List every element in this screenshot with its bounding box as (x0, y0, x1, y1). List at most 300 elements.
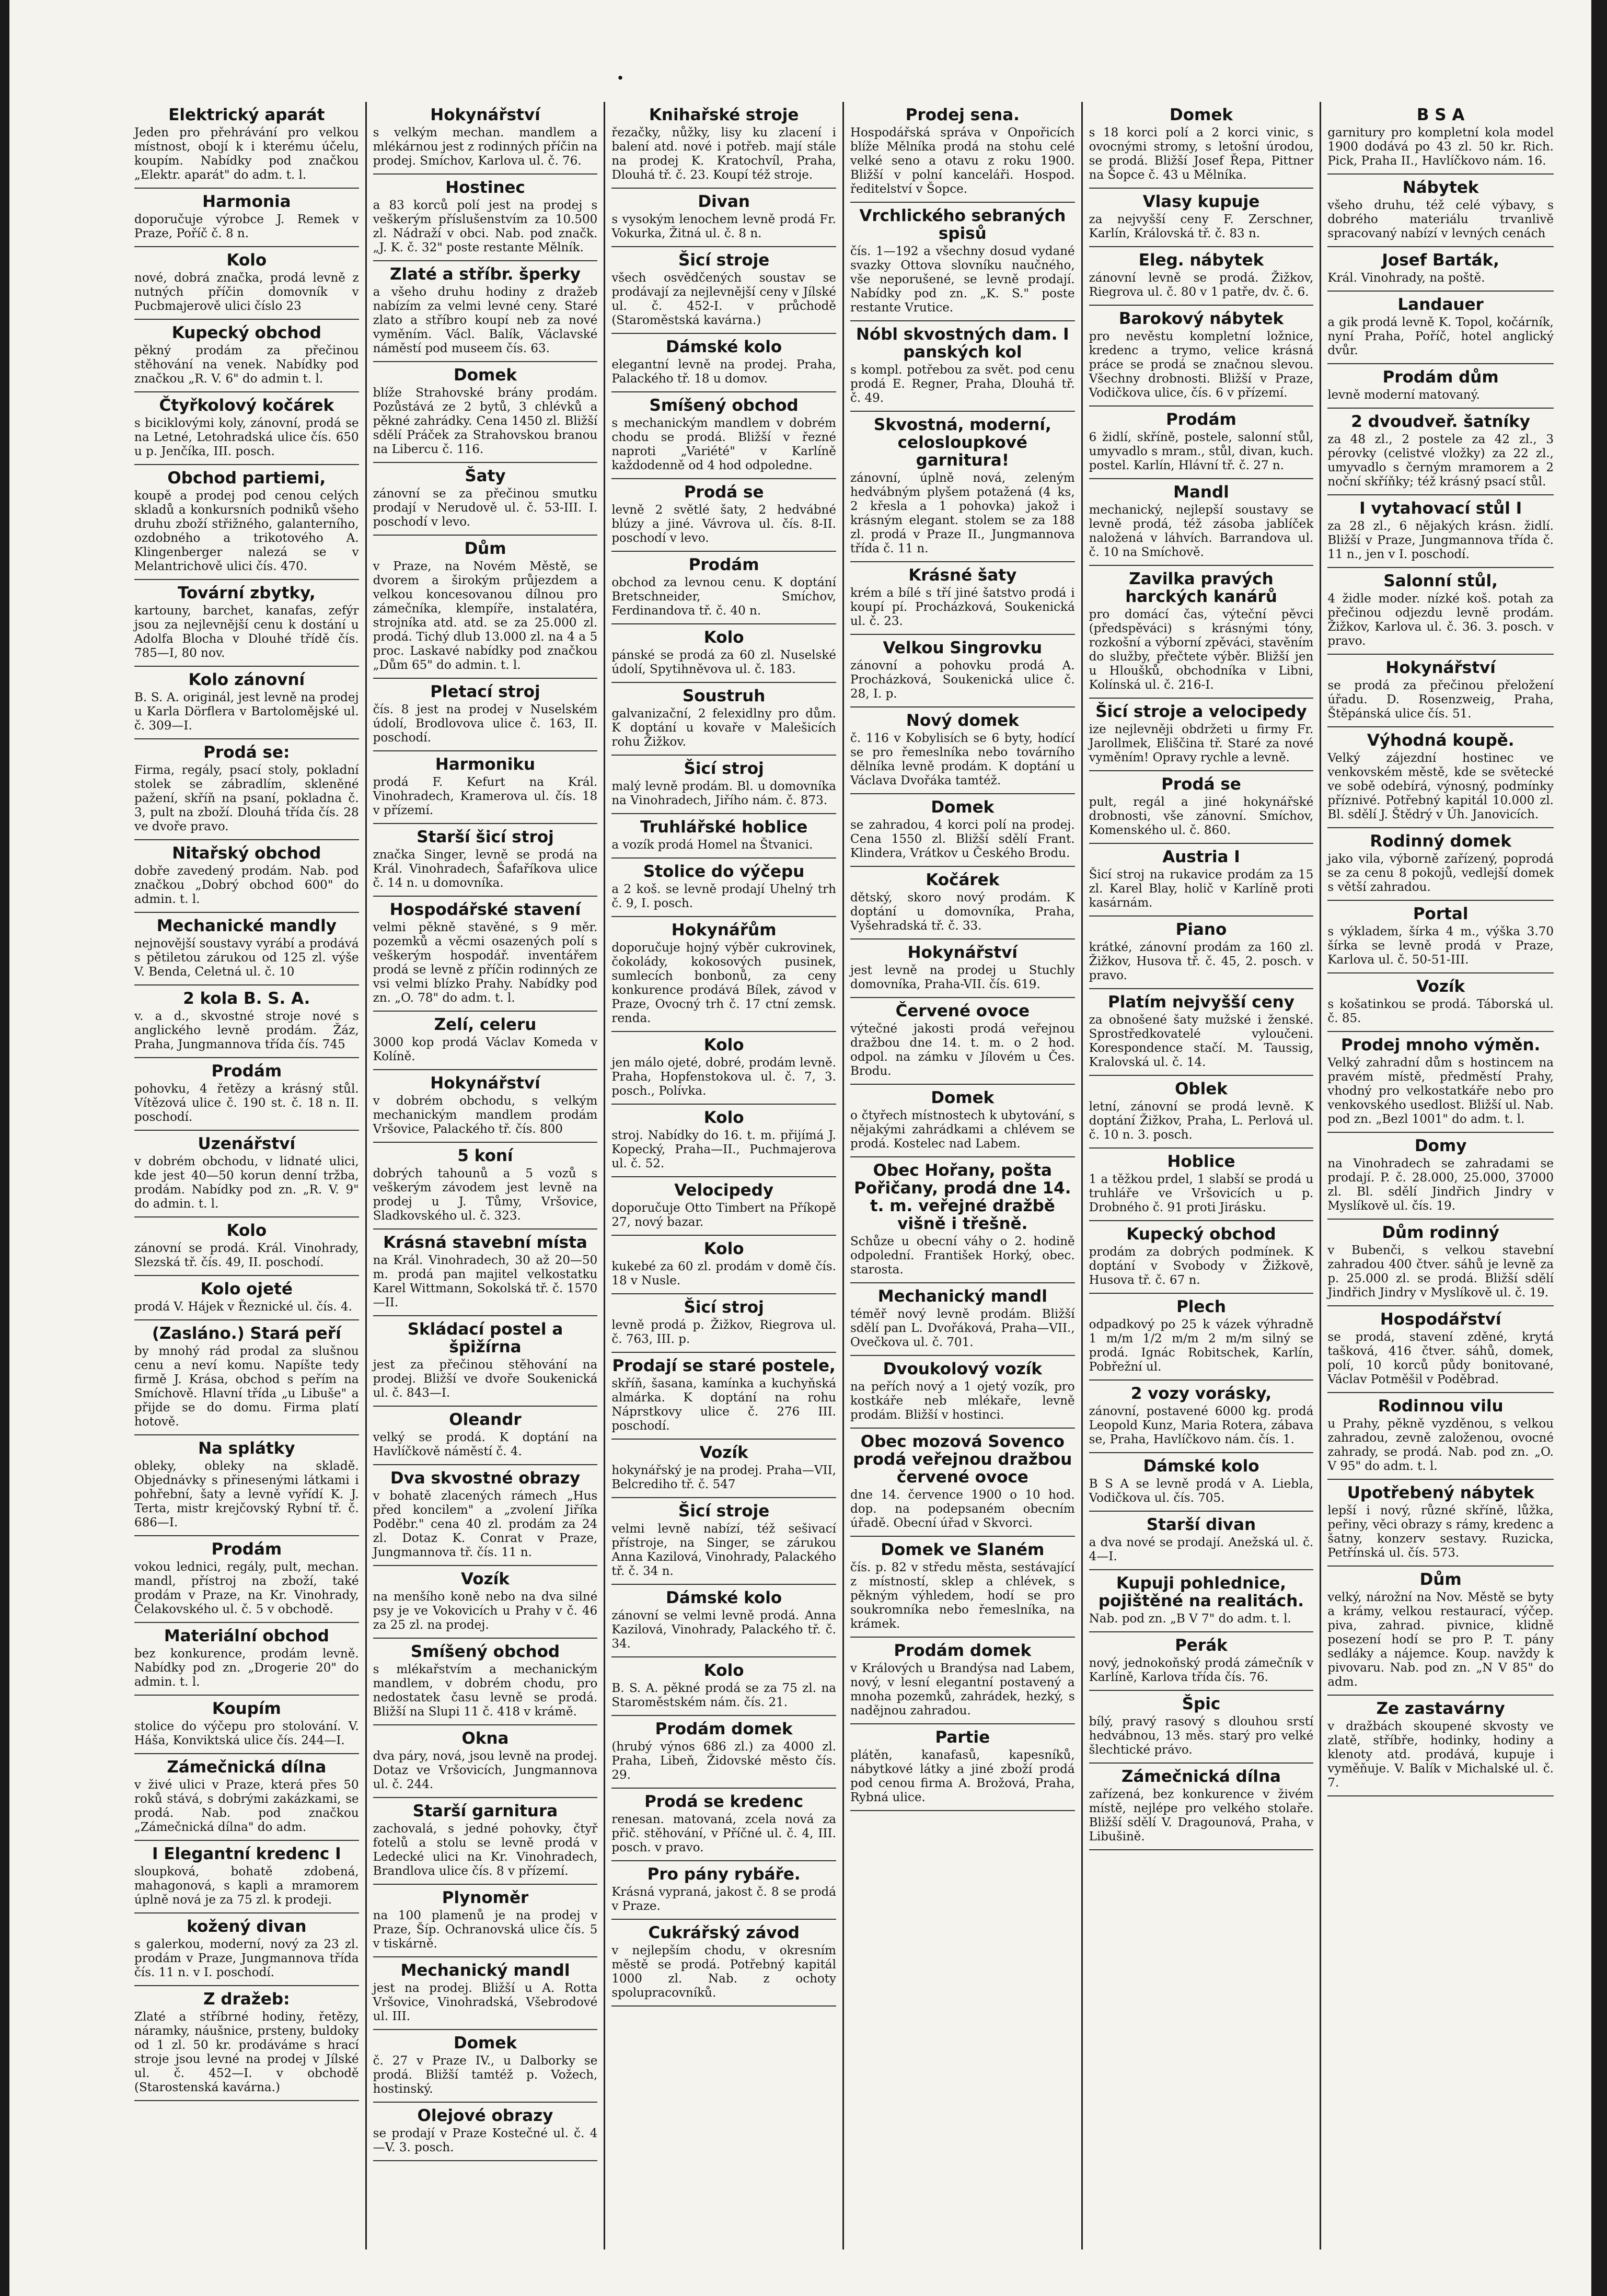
ad-body: s 18 korci polí a 2 korci vinic, s ovocnými stromy, s letošní úrodou, se prodá. Bližší Josef Řepa, Pittner na Šopce č. 43 u Mělníka. (1089, 126, 1314, 182)
classified-ad (134, 1058, 359, 1131)
ad-body: nejnovější soustavy vyrábí a prodává s pětiletou zárukou od 125 zl. výše V. Benda, Celetná ul. č. 10 (134, 937, 359, 979)
ad-heading: Kolo (703, 1036, 744, 1054)
ad-body: 4 židle moder. nízké koš. potah za přečinou odjezdu levně prodám. Žižkov, Karlova ul. č. 36. 3. posch. v pravo. (1327, 592, 1554, 648)
classified-ad (373, 679, 598, 751)
ad-heading: Pro pány rybáře. (647, 1865, 801, 1884)
classified-ad (850, 867, 1075, 940)
ad-body: levně moderní matovaný. (1327, 388, 1480, 402)
ad-heading: Platím nejvyšší ceny (1108, 993, 1294, 1012)
ad-heading: Špic (1182, 1695, 1221, 1713)
classified-ad (373, 1566, 598, 1639)
classified-ad (611, 917, 836, 1032)
ad-heading: Obec Hořany, pošta Pořičany, prodá dne 14. t. m. veřejné dražbě višně i třešně. (854, 1161, 1071, 1233)
ad-body: s kompl. potřebou za svět. pod cenu prodá E. Regner, Praha, Dlouhá tř. č. 49. (850, 363, 1075, 405)
ad-body: s mechanickým mandlem v dobrém chodu se prodá. Bližší v řezné naproti „Variété" v Karlíně každodenně od 4 hod odpoledne. (611, 416, 836, 472)
ad-heading: Domek (931, 1088, 995, 1107)
ad-body: dobrých tahounů a 5 vozů s veškerým závodem jest levně na prodej u J. Tůmy, Vršovice, Sladkovského ul. č. 323. (373, 1167, 598, 1223)
ad-body: v dražbách skoupené skvosty ve zlatě, stříbře, hodinky, hodiny a klenoty atd. prodává, kupuje i vyměňuje. V. Balík v Michalské ul. č. 7. (1327, 1720, 1554, 1790)
classified-ad (373, 1798, 598, 1885)
ad-body: nové, dobrá značka, prodá levně z nutných příčin domovník v Pucbmajerově ulici číslo 23 (134, 271, 359, 313)
classified-ad (134, 1754, 359, 1841)
ad-body: na Král. Vinohradech, 30 až 20—50 m. prodá pan majitel velkostatku Karel Wittmann, Sokolská tř. č. 1570—II. (373, 1254, 598, 1309)
ad-body: zánovní levně se prodá. Žižkov, Riegrova ul. č. 80 v 1 patře, dv. č. 6. (1089, 271, 1314, 299)
ad-body: s výkladem, šírka 4 m., výška 3.70 šírka se levně prodá v Praze, Karlova ul. č. 50-51-III. (1327, 925, 1554, 967)
ad-heading: Mechanické mandly (156, 917, 337, 935)
classified-ad (1089, 771, 1314, 844)
ad-body: se prodá, stavení zděné, krytá tašková, 416 čtver. sáhů, domek, polí, 10 korců půdy bonitované, Václav Potměšil v Poděbrad. (1327, 1330, 1554, 1386)
ad-heading: Soustruh (682, 687, 766, 705)
ad-body: vokou lednici, regály, pult, mechan. mandl, přístroj na zboží, také prodám v Praze, na Kr. Vinohrady, Čelakovského ul. č. 5 v obchodě. (134, 1560, 359, 1616)
classified-ad (1089, 917, 1314, 989)
ad-body: pěkný prodám za přečinou stěhování na venek. Nabídky pod značkou „R. V. 6" do admin t. l. (134, 344, 359, 386)
classified-columns (128, 102, 1560, 2249)
ad-body: letní, zánovní se prodá levně. K doptání Žižkov, Praha, L. Perlová ul. č. 10 n. 3. posch. (1089, 1100, 1314, 1142)
ad-body: u Prahy, pěkně vyzděnou, s velkou zahradou, zevně založenou, ovocné zahrady, se prodá. Nab. pod zn. „O. V 95" do adm. t. l. (1327, 1417, 1554, 1473)
classified-ad (1089, 479, 1314, 566)
ad-heading: Materiální obchod (164, 1627, 329, 1645)
ad-body: čís. 1—192 a všechny dosud vydané svazky Ottova slovníku naučného, vše neporušené, se levně prodají. Nabídky pod zn. „K. S." poste restante Vrutice. (850, 245, 1075, 315)
ad-heading: Elektrický aparát (168, 106, 325, 124)
classified-ad (1327, 1480, 1554, 1567)
ad-body: v. a d., skvostné stroje nové s anglického levně prodám. Žáz, Praha, Jungmannova třída čís. 745 (134, 1010, 359, 1051)
ad-body: zánovní, úplně nová, zeleným hedvábným plyšem potažená (4 ks, 2 křesla a 1 pohovka) jakož i krásným elegant. stolem se za 188 zl. prodá v Praze II., Jungmannova třída č. 11 n. (850, 471, 1075, 555)
ad-body: v živé ulici v Praze, která přes 50 roků stává, s dobrými zakázkami, se prodá. Nab. pod značkou „Zámečnická dílna" do adm. (134, 1778, 359, 1834)
ad-body: se prodá za přečinou přeložení úřadu. D. Rosenzweig, Praha, Štěpánská ulice čís. 51. (1327, 679, 1554, 721)
classified-ad (1327, 364, 1554, 409)
ad-heading: Starší šicí stroj (417, 828, 554, 846)
classified-column-5 (1083, 102, 1322, 2249)
ad-heading: Kolo (703, 1661, 744, 1680)
ad-body: jest na prodej. Bližší u A. Rotta Vršovice, Vinohradská, Všebrodové ul. III. (373, 1981, 598, 2023)
ad-body: ize nejlevněji obdržeti u firmy Fr. Jarollmek, Eliščina tř. Staré za nové vyměním! Opravy rychle a levně. (1089, 723, 1314, 764)
ad-body: pro nevěstu kompletní ložnice, kredenc a trymo, velice krásná práce se prodá se značnou slevou. Všechny drobnosti. Bližší v Praze, Vodičkova ulice, čís. 6 v přízemí. (1089, 330, 1314, 400)
ad-body: B. S. A. originál, jest levně na prodej u Karla Dörflera v Bartolomějské ul. č. 309—I. (134, 691, 359, 733)
ad-body: Zlaté a stříbrné hodiny, řetězy, náramky, náušnice, prsteny, buldoky od 1 zl. 50 kr. prodáváme s hrací stroje jsou levné na prodej v Jílské ul. č. 452—I. v obchodě (Starostenská kavárna.) (134, 2010, 359, 2094)
classified-ad (850, 1537, 1075, 1638)
ad-body: č. 27 v Praze IV., u Dalborky se prodá. Bližší tamtéž p. Vožech, hostinský. (373, 2054, 598, 2096)
classified-ad (611, 756, 836, 814)
classified-ad (134, 1536, 359, 1623)
ad-heading: Velocipedy (674, 1181, 774, 1200)
classified-ad (134, 102, 359, 189)
ad-body: zachovalá, s jedné pohovky, čtyř fotelů a stolu se levně prodá v Ledecké ulici na Kr. Vinohradech, Brandlova ulice čís. 8 v přízemí. (373, 1822, 598, 1878)
ad-body: plátěn, kanafasů, kapesníků, nábytkové látky a jiné zboží prodá pod cenou firma A. Brožová, Praha, Rybná ulice. (850, 1748, 1075, 1804)
scan-edge-right (1591, 0, 1607, 2296)
ad-body: s mlékařstvím a mechanickým mandlem, v dobrém chodu, pro nedostatek času levně se prodá. Bližší na Slupi 11 č. 418 v krámě. (373, 1663, 598, 1719)
classified-ad (1327, 1393, 1554, 1480)
classified-ad (373, 1230, 598, 1316)
classified-ad (1327, 409, 1554, 495)
ad-heading: Prodám domek (894, 1641, 1032, 1660)
ad-heading: Zavilka pravých harckých kanárů (1125, 570, 1277, 606)
classified-ad (373, 463, 598, 536)
ad-body: koupě a prodej pod cenou celých skladů a konkursních podniků všeho druhu zboží střižného, galanterního, ozdobného a trikotového A. Klingenberger nalezá se v Melantrichově ulici čís. 470. (134, 489, 359, 573)
classified-ad (1089, 1294, 1314, 1381)
ad-body: prodá F. Kefurt na Král. Vinohradech, Kramerova ul. čís. 18 v přízemí. (373, 775, 598, 817)
ad-heading: Obchod partiemi, (167, 469, 326, 488)
classified-ad (373, 1957, 598, 2030)
ad-body: doporučuje výrobce J. Remek v Praze, Poříč č. 8 n. (134, 213, 359, 240)
ad-body: renesan. matovaná, zcela nová za přič. stěhování, v Příčné ul. č. 4, III. posch. v pravo. (611, 1813, 836, 1854)
ad-body: zařízená, bez konkurence v živém místě, nejlépe pro velkého stolaře. Bližší sdělí V. Dragounová, Praha, v Libušině. (1089, 1788, 1314, 1843)
ad-heading: Hokynářství (430, 1074, 540, 1093)
classified-ad (1089, 1076, 1314, 1149)
classified-ad (611, 683, 836, 756)
ad-heading: Hospodářské stavení (389, 900, 581, 919)
classified-ad (850, 1724, 1075, 1811)
ad-body: prodá V. Hájek v Řeznické ul. čís. 4. (134, 1300, 352, 1314)
classified-ad (611, 1789, 836, 1861)
ad-heading: Dům rodinný (1382, 1223, 1499, 1242)
classified-ad (611, 1105, 836, 1177)
ad-heading: Eleg. nábytek (1138, 251, 1264, 270)
ad-body: nový, jednokoňský prodá zámečník v Karlíně, Karlova třída čís. 76. (1089, 1656, 1314, 1684)
classified-ad (1327, 1567, 1554, 1696)
ad-heading: Hokynářům (671, 921, 777, 940)
classified-ad (1327, 495, 1554, 568)
ad-body: pohovku, 4 řetězy a krásný stůl. Vítězová ulice č. 190 st. č. 18 n. II. poschodí. (134, 1082, 359, 1124)
ad-heading: Šaty (465, 467, 506, 485)
ad-heading: Hospodářství (1380, 1310, 1501, 1329)
ad-heading: Mandl (1173, 483, 1229, 502)
ad-body: lepší i nový, různé skříně, lůžka, peřiny, věci obrazy s rámy, kredenc a šatny, konzerv sestavy. Ruzicka, Petřínská ul. čís. 573. (1327, 1504, 1554, 1560)
classified-ad (134, 1320, 359, 1435)
ad-heading: Kupecký obchod (171, 323, 321, 342)
ad-heading: Krásné šaty (908, 566, 1017, 585)
classified-ad (850, 1085, 1075, 1157)
classified-ad (850, 562, 1075, 635)
ad-body: o čtyřech místnostech k ubytování, s nějakými zahrádkami a chlévem se prodá. Kostelec nad Labem. (850, 1109, 1075, 1151)
ad-heading: Kolo (226, 1221, 267, 1240)
ad-heading: 2 vozy vorásky, (1130, 1384, 1272, 1403)
ad-body: levně prodá p. Žižkov, Riegrova ul. č. 763, III. p. (611, 1318, 836, 1346)
ad-heading: Domek (931, 798, 995, 817)
ad-heading: Tovární zbytky, (177, 584, 316, 602)
ad-heading: Knihařské stroje (649, 106, 799, 124)
classified-ad (1327, 1696, 1554, 1796)
classified-column-6 (1321, 102, 1560, 2249)
ad-heading: Hokynářství (430, 106, 540, 124)
ad-body: v dobrém obchodu, v lidnaté ulici, kde jest 40—50 korun denní tržba, prodám. Nabídky pod zn. „R. V. 9" do admin. t. l. (134, 1155, 359, 1211)
ad-body: a 2 koš. se levně prodají Uhelný trh č. 9, I. posch. (611, 883, 836, 910)
ad-heading: Kupecký obchod (1126, 1225, 1276, 1244)
ad-heading: Oblek (1175, 1080, 1228, 1098)
ad-body: za nejvyšší ceny F. Zerschner, Karlín, Královská tř. č. 83 n. (1089, 213, 1314, 240)
ad-body: hokynářský je na prodej. Praha—VII, Belcrediho tř. č. 547 (611, 1464, 836, 1491)
ad-heading: Smíšený obchod (410, 1642, 560, 1661)
ad-heading: Olejové obrazy (417, 2106, 553, 2125)
ad-heading: Domek (1170, 106, 1233, 124)
ad-body: Hospodářská správa v Onpořicích blíže Mělníka prodá na stohu celé velké seno a otavu z roku 1900. Bližší v polní kanceláři. Hospod. ředitelství v Šopce. (850, 126, 1075, 196)
ad-body: Krásná vypraná, jakost č. 8 se prodá v Praze. (611, 1885, 836, 1913)
ad-body: jen málo ojeté, dobré, prodám levně. Praha, Hopfenstokova ul. č. 7, 3. posch., Polívka. (611, 1056, 836, 1098)
ad-heading: Smíšený obchod (649, 396, 799, 415)
ad-heading: Z dražeb: (203, 1990, 290, 2009)
classified-ad (134, 667, 359, 739)
classified-column-1 (128, 102, 367, 2249)
ad-heading: Nábytek (1402, 178, 1479, 197)
classified-ad (1089, 1381, 1314, 1453)
ad-heading: Skvostná, moderní, celosloupkové garnitura! (873, 415, 1051, 470)
classified-ad (134, 320, 359, 392)
classified-ad (611, 334, 836, 392)
ad-body: se zahradou, 4 korci polí na prodej. Cena 1550 zl. Bližší sdělí Frant. Klindera, Vrátkov u Českého Brodu. (850, 818, 1075, 860)
classified-ad (611, 814, 836, 859)
ad-heading: Kolo (703, 1239, 744, 1258)
ad-heading: Zámečnická dílna (1122, 1767, 1281, 1786)
ad-heading: Hostinec (445, 178, 525, 197)
ad-heading: Piano (1175, 920, 1227, 939)
ad-heading: Šicí stroje (678, 1502, 770, 1521)
ad-body: sloupková, bohatě zdobená, mahagonová, s kapli a mramorem úplně nová je za 75 zl. k prodeji. (134, 1865, 359, 1907)
ad-heading: Portal (1413, 905, 1469, 923)
ad-body: dva páry, nová, jsou levně na prodej. Dotaz ve Vršovicích, Jungmannova ul. č. 244. (373, 1749, 598, 1791)
classified-ad (373, 1725, 598, 1798)
ad-heading: Austria I (1162, 848, 1240, 866)
ad-body: kukebé za 60 zl. prodám v domě čís. 18 v Nusle. (611, 1260, 836, 1288)
classified-ad (850, 203, 1075, 321)
ad-body: elegantní levně na prodej. Praha, Palackého tř. 18 u domov. (611, 358, 836, 386)
ad-heading: Prodá se: (203, 743, 290, 762)
classified-ad (134, 1276, 359, 1320)
classified-ad (1327, 828, 1554, 901)
ad-body: za obnošené šaty mužské i ženské. Sprostředkovatelé vyloučeni. Korespondence stačí. M. Taussig, Kralovská ul. č. 14. (1089, 1013, 1314, 1069)
page-folio-mark: . (617, 60, 624, 85)
classified-ad (134, 465, 359, 580)
ad-heading: Dům (1419, 1570, 1462, 1589)
classified-ad (134, 1623, 359, 1696)
ad-heading: Vozík (1416, 977, 1465, 996)
ad-heading: Hokynářství (907, 943, 1018, 962)
ad-heading: Rodinný domek (1370, 832, 1511, 851)
ad-heading: Hokynářství (1385, 658, 1496, 677)
classified-ad (1089, 1691, 1314, 1764)
classified-ad (850, 794, 1075, 867)
scan-edge-left (0, 0, 9, 2296)
ad-heading: Prodají se staré postele, (612, 1356, 836, 1375)
ad-body: za 48 zl., 2 postele za 42 zl., 3 pérovky (celistvé vložky) za 22 zl., umyvadlo s černým mramorem a 2 noční skříňky; též krásný psací stůl. (1327, 433, 1554, 489)
classified-ad (1089, 1512, 1314, 1570)
ad-heading: 2 dvoudveř. šatníky (1351, 412, 1530, 431)
ad-body: doporučuje hojný výběr cukrovinek, čokolády, kokosových pusinek, sumlecích bonbonů, za ceny konkurence prodává Bílek, závod v Praze, Ovocný trh č. 17 ctní zemsk. renda. (611, 941, 836, 1025)
ad-body: se prodají v Praze Kostečné ul. č. 4—V. 3. posch. (373, 2127, 598, 2154)
classified-ad (1089, 1453, 1314, 1512)
ad-heading: Prodám domek (655, 1720, 793, 1738)
ad-body: výtečné jakosti prodá veřejnou dražbou dne 14. t. m. o 2 hod. odpol. na zámku v Jílovém u Čes. Brodu. (850, 1022, 1075, 1078)
ad-heading: Partie (935, 1728, 990, 1747)
classified-ad (1327, 1220, 1554, 1306)
ad-heading: Stolice do výčepu (643, 862, 805, 881)
ad-heading: Plynoměr (442, 1888, 529, 1907)
ad-body: s biciklovými koly, zánovní, prodá se na Letné, Letohradská ulice čís. 650 u p. Jenčíka, III. posch. (134, 416, 359, 458)
ad-body: s galerkou, moderní, nový za 23 zl. prodám v Praze, Jungmannova třída čís. 11 n. v I. poschodí. (134, 1938, 359, 1979)
classified-ad (611, 392, 836, 479)
ad-heading: Mechanický mandl (400, 1961, 570, 1980)
ad-heading: Prodá se kredenc (644, 1792, 804, 1811)
ad-heading: Vrchlického sebraných spisů (859, 206, 1066, 243)
ad-body: obchod za levnou cenu. K doptání Bretschneider, Smíchov, Ferdinandova tř. č. 40 n. (611, 576, 836, 618)
ad-heading: Nový domek (906, 711, 1019, 730)
ad-heading: Dvoukolový vozík (883, 1360, 1042, 1378)
ad-heading: Kolo (703, 1108, 744, 1127)
classified-column-3 (605, 102, 844, 2249)
ad-body: zánovní se prodá. Král. Vinohrady, Slezská tř. čís. 49, II. poschodí. (134, 1242, 359, 1269)
ad-heading: Dámské kolo (1143, 1457, 1259, 1476)
ad-body: Jeden pro přehrávání pro velkou místnost, obojí k i kterému účelu, koupím. Nabídky pod značkou „Elektr. aparát" do adm. t. l. (134, 126, 359, 182)
ad-body: velký, nárožní na Nov. Městě se byty a krámy, velkou restaurací, výčep. piva, zahrad. pivnice, klidně posezení hodí se pro P. T. pány sedláky a nájemce. Koup. navždy k pivovaru. Nab. pod zn. „N V 85" do adm. (1327, 1591, 1554, 1689)
ad-body: zánovní se velmi levně prodá. Anna Kazilová, Vinohrady, Palackého tř. č. 34. (611, 1609, 836, 1651)
ad-body: malý levně prodám. Bl. u domovníka na Vinohradech, Jiřího nám. č. 873. (611, 780, 836, 807)
classified-ad (1089, 1221, 1314, 1294)
ad-heading: B S A (1416, 106, 1465, 124)
ad-body: čís. p. 82 v středu města, sestávající z místností, sklep a chlévek, s pěkným výhledem, hodí se pro soukromníka nebo řemeslníka, na krámek. (850, 1561, 1075, 1631)
ad-body: řezačky, nůžky, lisy ku zlacení i balení atd. nové i potřeb. mají stále na prodej K. Kratochvíl, Praha, Dlouhá tř. č. 23. Koupí též stroje. (611, 126, 836, 182)
classified-ad (134, 840, 359, 913)
classified-ad (134, 580, 359, 667)
ad-body: B S A se levně prodá v A. Liebla, Vodičkova ul. čís. 705. (1089, 1477, 1314, 1505)
classified-ad (1327, 1133, 1554, 1220)
classified-ad (373, 261, 598, 362)
ad-heading: Skládací postel a špižírna (407, 1320, 563, 1356)
classified-ad (611, 189, 836, 247)
ad-body: levně 2 světlé šaty, 2 hedvábné blúzy a jiné. Vávrova ul. čís. 8-II. poschodí v levo. (611, 503, 836, 545)
ad-heading: Truhlářské hoblice (640, 818, 808, 837)
ad-heading: Landauer (1397, 295, 1484, 314)
ad-heading: Kupuji pohlednice, pojištěné na realitách. (1098, 1574, 1304, 1610)
ad-body: a 83 korců polí jest na prodej s veškerým příslušenstvím za 10.500 zl. Nádraží v obci. Nab. pod značk. „J. K. č. 32" poste restante Mělník. (373, 199, 598, 254)
ad-body: velmi pěkně stavěné, s 9 měr. pozemků a věcmi osazených polí s veškerým hospodář. inventářem prodá se levně z příčin rodinných ze vsi velmi blízko Prahy. Nabídky pod zn. „O. 78" do adm. t. l. (373, 921, 598, 1005)
classified-ad (611, 859, 836, 917)
classified-ad (850, 1429, 1075, 1537)
ad-body: pánské se prodá za 60 zl. Nuselské údolí, Spytihněvova ul. č. 183. (611, 648, 836, 676)
ad-heading: Pletací stroj (430, 682, 540, 701)
ad-heading: Divan (698, 192, 750, 211)
ad-heading: Prodej mnoho výměn. (1340, 1036, 1541, 1054)
ad-body: Velký zájezdní hostinec ve venkovském městě, kde se světecké ve sobě odebírá, výnosný, podmínky příznivé. Potřebný kapitál 10.000 zl. Bl. sdělí J. Štědrý v Úh. Janovicích. (1327, 751, 1554, 821)
classified-ad (134, 189, 359, 247)
ad-body: obleky, obleky na skladě. Objednávky s přinesenými látkami i pohřební, šaty a levně vyřídí K. J. Terta, mistr krejčovský Rybní tř. č. 686—I. (134, 1459, 359, 1529)
ad-heading: Zlaté a stříbr. šperky (390, 265, 581, 284)
ad-body: dobře zavedený prodám. Nab. pod značkou „Dobrý obchod 600" do admin. t. l. (134, 864, 359, 906)
ad-heading: Prodá se (684, 483, 764, 502)
ad-heading: Výhodná koupě. (1367, 731, 1514, 750)
ad-body: Velký zahradní dům s hostincem na pravém místě, předměstí Prahy, vhodný pro velkostatkáře nebo pro venkovského usedlost. Bližší ul. Nab. pod zn. „Bezl 1001" do adm. t. l. (1327, 1056, 1554, 1126)
ad-heading: Prodám dům (1382, 368, 1499, 387)
classified-ad (611, 1177, 836, 1236)
ad-heading: 2 kola B. S. A. (183, 989, 310, 1008)
ad-body: Nab. pod zn. „B V 7" do adm. t. l. (1089, 1612, 1291, 1626)
ad-heading: Harmoniku (435, 755, 536, 774)
ad-body: značka Singer, levně se prodá na Král. Vinohradech, Šafaříkova ulice č. 14 n. u domovníka. (373, 848, 598, 890)
ad-heading: Červené ovoce (895, 1002, 1030, 1021)
classified-ad (373, 1012, 598, 1070)
ad-body: doporučuje Otto Timbert na Příkopě 27, nový bazar. (611, 1201, 836, 1229)
classified-ad (134, 1131, 359, 1217)
classified-ad (1327, 247, 1554, 292)
ad-heading: Šicí stroj (684, 759, 764, 778)
ad-heading: Kolo (703, 628, 744, 647)
ad-body: 3000 kop prodá Václav Komeda v Kolíně. (373, 1036, 598, 1063)
classified-ad (1089, 102, 1314, 189)
classified-ad (611, 479, 836, 552)
classified-ad (373, 1316, 598, 1407)
classified-ad (134, 1435, 359, 1536)
ad-body: blíže Strahovské brány prodám. Pozůstává ze 2 bytů, 3 chlévků a pěkné zahrádky. Cena 1450 zl. Bližší sdělí Práček za Strahovskou branou na Libercu č. 116. (373, 386, 598, 456)
ad-heading: Domek (454, 2034, 517, 2053)
ad-body: dne 14. července 1900 o 10 hod. dop. na podepsaném obecním úřadě. Obecní úřad v Skvorci. (850, 1488, 1075, 1530)
ad-heading: Na splátky (198, 1439, 295, 1458)
ad-heading: Hoblice (1167, 1152, 1235, 1171)
ad-body: kartouny, barchet, kanafas, zefýr jsou za nejlevnější cenu k dostání u Adolfa Blocha v Dlouhé třídě čís. 785—I, 80 nov. (134, 604, 359, 660)
classified-ad (850, 1283, 1075, 1356)
ad-heading: Plech (1176, 1297, 1226, 1316)
classified-ad (850, 1638, 1075, 1724)
ad-body: garnitury pro kompletní kola model 1900 dodává po 43 zl. 50 kr. Rich. Pick, Praha II., Havlíčkovo nám. 16. (1327, 126, 1554, 168)
ad-body: bez konkurence, prodám levně. Nabídky pod zn. „Drogerie 20" do admin. t. l. (134, 1647, 359, 1689)
classified-ad (1327, 175, 1554, 247)
ad-heading: Harmonia (202, 192, 291, 211)
ad-body: stroj. Nabídky do 16. t. m. přijímá J. Kopecký, Praha—II., Puchmajerova ul. č. 52. (611, 1129, 836, 1170)
classified-ad (373, 1407, 598, 1465)
classified-ad (1089, 1149, 1314, 1221)
ad-heading: 5 koní (457, 1146, 513, 1165)
ad-heading: Uzenářství (198, 1134, 296, 1153)
classified-ad (1327, 1306, 1554, 1393)
classified-ad (373, 1885, 598, 1957)
classified-ad (850, 1356, 1075, 1429)
ad-body: stolice do výčepu pro stolování. V. Háša, Konviktská ulice čís. 244—I. (134, 1720, 359, 1747)
ad-body: na Vinohradech se zahradami se prodají. P. č. 28.000, 25.000, 37000 zl. Bl. sdělí Jindřich Jindry v Myslíkově ul. čís. 19. (1327, 1157, 1554, 1213)
classified-ad (850, 102, 1075, 203)
classified-ad (134, 392, 359, 465)
ad-heading: Starší divan (1146, 1515, 1256, 1534)
ad-body: čís. 8 jest na prodej v Nuselském údolí, Brodlovova ulice č. 163, II. poschodí. (373, 703, 598, 745)
ad-heading: I vytahovací stůl I (1359, 499, 1522, 518)
ad-body: mechanický, nejlepší soustavy se levně prodá, též zásoba jablíček naložená v láhvích. Barrandova ul. č. 10 na Smíchově. (1089, 503, 1314, 559)
classified-ad (1089, 407, 1314, 479)
ad-heading: (Zasláno.) Stará peří (152, 1324, 341, 1343)
ad-heading: Šicí stroje a velocipedy (1095, 702, 1307, 721)
ad-body: jako vila, výborně zařízený, poprodá se za cenu 8 pokojů, vedlejší domek s větší zahradou. (1327, 852, 1554, 894)
classified-ad (373, 897, 598, 1012)
ad-heading: Vlasy kupuje (1142, 192, 1260, 211)
ad-body: na menšího koně nebo na dva silné psy je ve Vokovicích u Prahy v č. 46 za 25 zl. na prodej. (373, 1590, 598, 1632)
classified-ad (850, 412, 1075, 562)
classified-ad (1089, 306, 1314, 407)
ad-heading: Vozík (699, 1443, 748, 1462)
classified-ad (134, 1696, 359, 1754)
classified-ad (1327, 102, 1554, 175)
ad-body: dětský, skoro nový prodám. K doptání u domovníka, Praha, Vyšehradská tř. č. 33. (850, 891, 1075, 933)
classified-ad (611, 1585, 836, 1657)
classified-ad (134, 247, 359, 320)
classified-ad (1089, 1632, 1314, 1691)
ad-body: v bohatě zlacených rámech „Hus před koncilem" a „zvolení Jiříka Poděbr." cena 40 zl. prodám za 24 zl. Dotaz K. Conrat v Praze, Jungmannova tř. čís. 11 n. (373, 1489, 598, 1559)
ad-heading: Kolo (226, 251, 267, 270)
classified-ad (611, 1236, 836, 1294)
classified-ad (850, 1157, 1075, 1283)
ad-heading: Prodám (211, 1062, 282, 1081)
classified-ad (611, 102, 836, 189)
ad-body: zánovní, postavené 6000 kg. prodá Leopold Kunz, Maria Rotera, zábava se, Praha, Havlíčkovo nám. čís. 1. (1089, 1405, 1314, 1446)
ad-heading: Kolo ojeté (200, 1280, 293, 1298)
ad-body: zánovní se za přečinou smutku prodají v Nerudově ul. č. 53-III. I. poschodí v levo. (373, 487, 598, 529)
ad-body: odpadkový po 25 k vázek výhradně 1 m/m 1/2 m/m 2 m/m silný se prodá. Ignác Robitschek, Karlín, Pobřežní ul. (1089, 1318, 1314, 1374)
ad-body: Firma, regály, psací stoly, pokladní stolek se zábradlím, skleněné pažení, skříň na psaní, pokladna č. 3, pult na zboží. Dlouhá třída čís. 28 ve dvoře pravo. (134, 763, 359, 833)
classified-ad (1327, 292, 1554, 364)
classified-ad (373, 1143, 598, 1230)
ad-heading: I Elegantní kredenc I (152, 1845, 341, 1863)
